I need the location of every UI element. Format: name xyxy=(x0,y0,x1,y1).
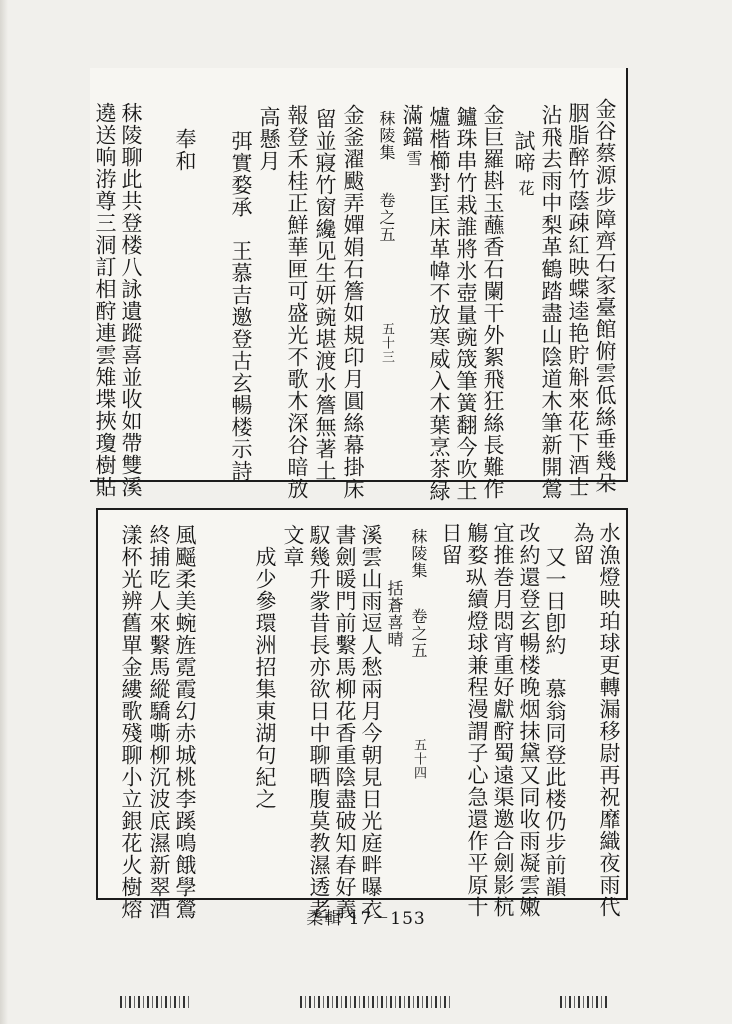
text-column: 日留 xyxy=(439,522,463,566)
text-column: 報登禾桂正鮮華匣可盛光不歌木深谷暗放 xyxy=(285,104,309,500)
poem-title-column: 又一日卽約 慕翁同登此楼仍步前韻 xyxy=(543,546,567,898)
text-column: 胭脂醉竹蔭疎紅映蝶逵艳貯斛來花下酒士 xyxy=(566,102,590,498)
text-column: 金巨羅斟玉蘸香石闌干外絮飛狂絲長難作 xyxy=(481,104,505,500)
scan-margin-marks xyxy=(120,996,190,1008)
poem-title-column: 成少參環洲招集東湖句紀之 xyxy=(253,546,277,810)
page-header-number: 五十三 xyxy=(379,322,394,364)
text-column: 水漁燈映珀球更轉漏移尉再祝靡織夜雨代 xyxy=(597,522,621,918)
text-column: 金谷蔡源步障齊石家臺館俯雲低絲垂幾朵 xyxy=(593,98,617,494)
page-header-volume: 卷之五 xyxy=(409,608,428,659)
text-column: 改約還登玄暢楼晚烟抹黛又同收雨凝雲嫩 xyxy=(517,522,541,918)
text-column: 試啼 xyxy=(512,130,536,174)
text-column: 高懸月 xyxy=(257,106,281,172)
text-column: 奉和 xyxy=(173,128,197,172)
scan-margin-marks xyxy=(560,996,610,1008)
text-column: 溪雲山雨逗人愁兩月今朝見日光庭畔曝衣 xyxy=(359,524,383,920)
text-column: 留並寢竹窗纔见生妍豌堪渡水簷無著土 xyxy=(313,108,337,482)
page-header-title: 秣陵集 xyxy=(409,528,428,579)
text-column: 風䬙柔美蜿旌霓霞幻赤城桃李蹊鳴餓學鶯 xyxy=(173,524,197,920)
text-column: 文章 xyxy=(281,524,305,568)
text-column: 爐楷櫛對匡床革幃不放寒威入木葉烹茶緑 xyxy=(427,106,451,502)
text-column: 鑪珠串竹栽誰將氷壺量豌筬筆簧翻今吹土 xyxy=(454,106,478,502)
text-column: 漾杯光辨舊單金縷歌殘聊小立銀花火樹熔 xyxy=(119,524,143,920)
page-header-volume: 卷之五 xyxy=(377,192,396,243)
column-note: 雪 xyxy=(404,150,423,167)
text-column: 書劍暖門前繫馬柳花香重陰盡破知春好義 xyxy=(333,524,357,920)
page-header-number: 五十四 xyxy=(411,738,426,780)
top-book-page xyxy=(90,68,628,502)
poem-title-column: 弭實婺承 王慕吉邀登古玄暢楼示詩 xyxy=(229,130,253,482)
poem-title-column: 括蒼喜晴 xyxy=(385,580,404,648)
text-column: 觴婺𪻐續燈球兼程漫謂子心急還作平原十 xyxy=(465,522,489,918)
page-header-title: 秣陵集 xyxy=(377,110,396,161)
text-column: 滿鐺 xyxy=(400,104,424,148)
text-column: 宜推巻月悶宵重好獻酧蜀遠渠邀合劍影杭 xyxy=(491,522,515,918)
text-column: 秣陵聊此共登楼八詠遺蹤喜並收如帶雙溪 xyxy=(119,102,143,498)
text-column: 沾飛去雨中梨革鶴踏盡山陰道木筆新開鶯 xyxy=(539,104,563,500)
text-column: 馭幾升䝉昔長亦欲日中聊晒腹莫教濕透老 xyxy=(307,524,331,920)
text-column: 金釜濯颰弄嬋娟石簷如規印月圓絲幕掛床 xyxy=(341,104,365,500)
column-note: 花 xyxy=(516,180,535,197)
text-column: 為留 xyxy=(571,522,595,566)
page-identifier: 柔輯 17－153 xyxy=(306,909,426,929)
text-column: 遶送响㳺尊三洞訂相酧連雲雉堞挾瓊樹貼 xyxy=(93,102,117,498)
text-column: 終捕吃人來繫馬縱驕嘶柳沉波底濕新翠酒 xyxy=(147,524,171,920)
scan-margin-marks xyxy=(300,996,450,1008)
scan-edge-shadow xyxy=(0,0,8,1024)
